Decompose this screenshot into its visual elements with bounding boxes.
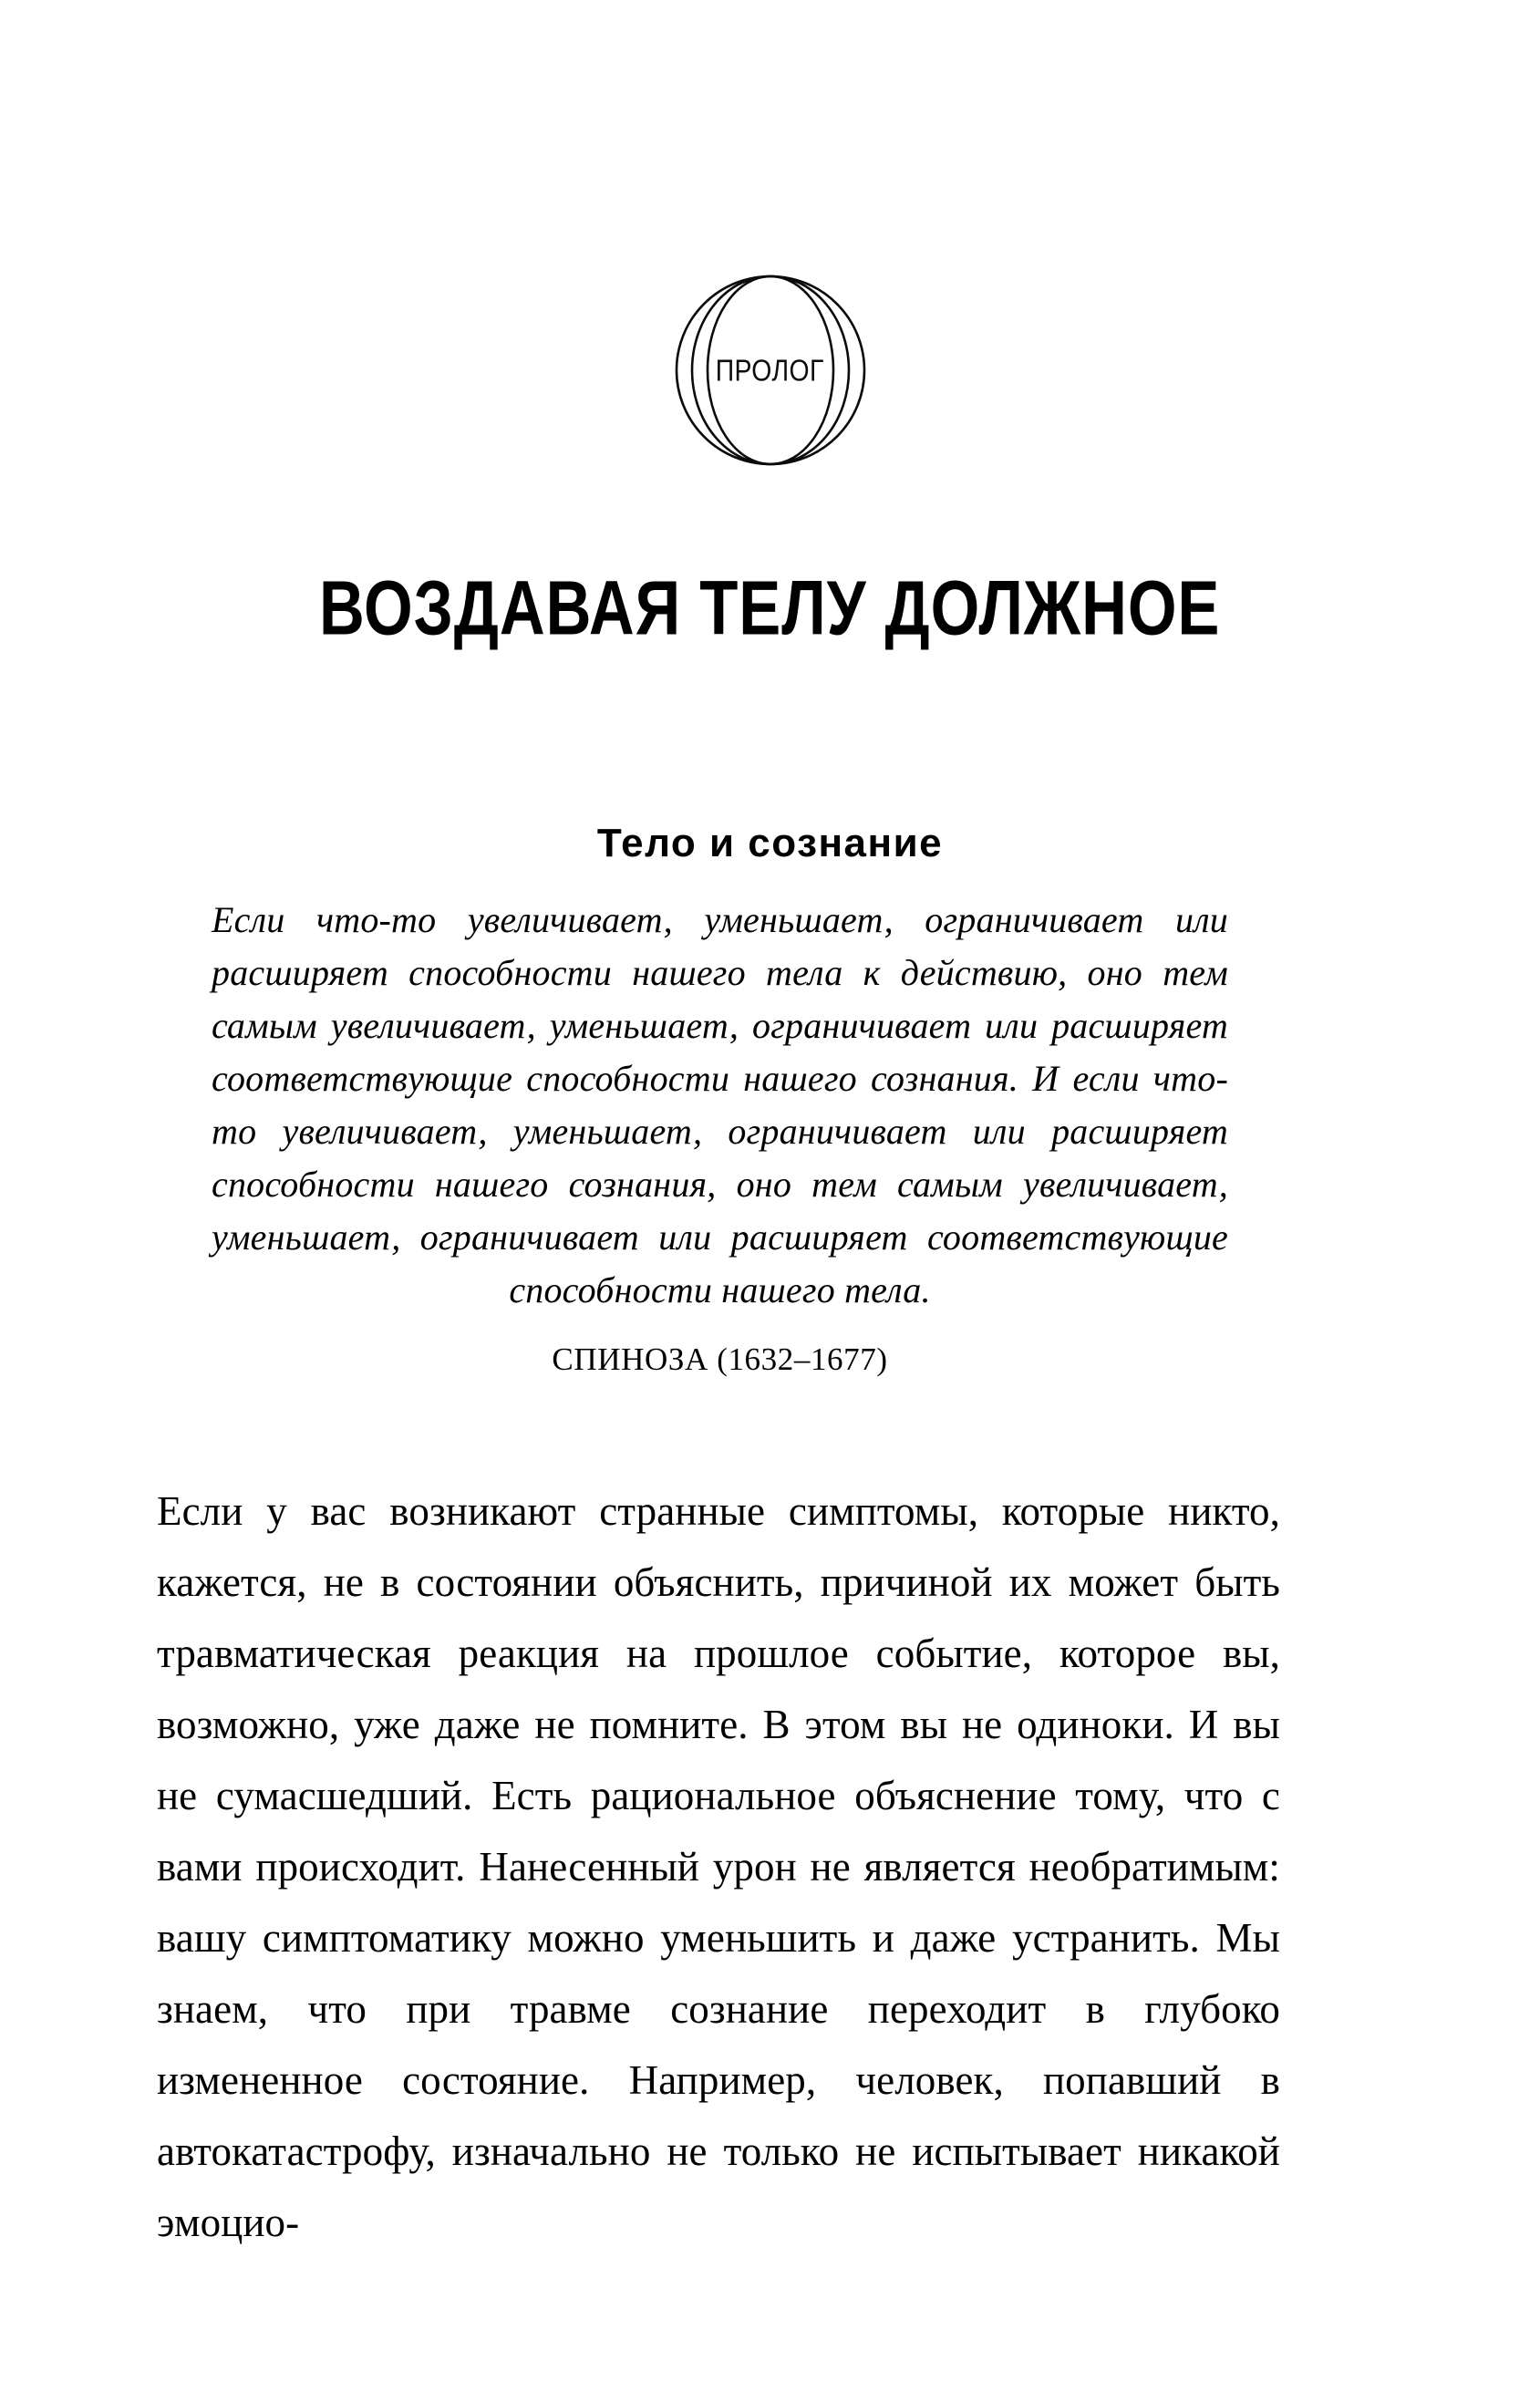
prolog-globe-emblem bbox=[674, 274, 867, 467]
chapter-title bbox=[0, 564, 1540, 651]
body-copy bbox=[157, 1476, 1280, 2258]
epigraph-attribution: СПИНОЗА (1632–1677) bbox=[552, 1341, 888, 1377]
prolog-emblem-label-text: ПРОЛОГ bbox=[715, 353, 825, 388]
epigraph-quote: Если что-то увеличивает, уменьшает, ограничивает или расширяет способности нашего тела к действию, оно тем самым увеличивает, уменьшает, ограничивает или расширяет соответствующие способности нашего сознания. И если что-то увеличивает, уменьшает, ограничивает или расширяет способности нашего сознания, оно тем самым увеличивает, уменьшает, ограничивает или расширяет соответствующие способности нашего тела. bbox=[212, 899, 1228, 1310]
chapter-title-text: ВОЗДАВАЯ ТЕЛУ ДОЛЖНОЕ bbox=[319, 564, 1221, 651]
section-heading: Тело и сознание bbox=[596, 820, 944, 865]
prolog-emblem-container bbox=[0, 274, 1540, 467]
body-paragraph: Если у вас возникают странные симптомы, которые никто, кажется, не в состоянии объяснить, причиной их может быть травматическая реакция на прошлое событие, которое вы, возможно, уже даже не помните. В этом вы не одиноки. И вы не сумасшедший. Есть рациональное объяснение тому, что с вами происходит. Нанесенный урон не является необратимым: вашу симптоматику можно уменьшить и даже устранить. Мы знаем, что при травме сознание переходит в глубоко измененное состояние. Например, человек, попавший в автокатастрофу, изначально не только не испытывает никакой эмоцио- bbox=[157, 1488, 1280, 2245]
prolog-emblem-label bbox=[674, 353, 867, 388]
epigraph-block bbox=[212, 894, 1228, 1379]
